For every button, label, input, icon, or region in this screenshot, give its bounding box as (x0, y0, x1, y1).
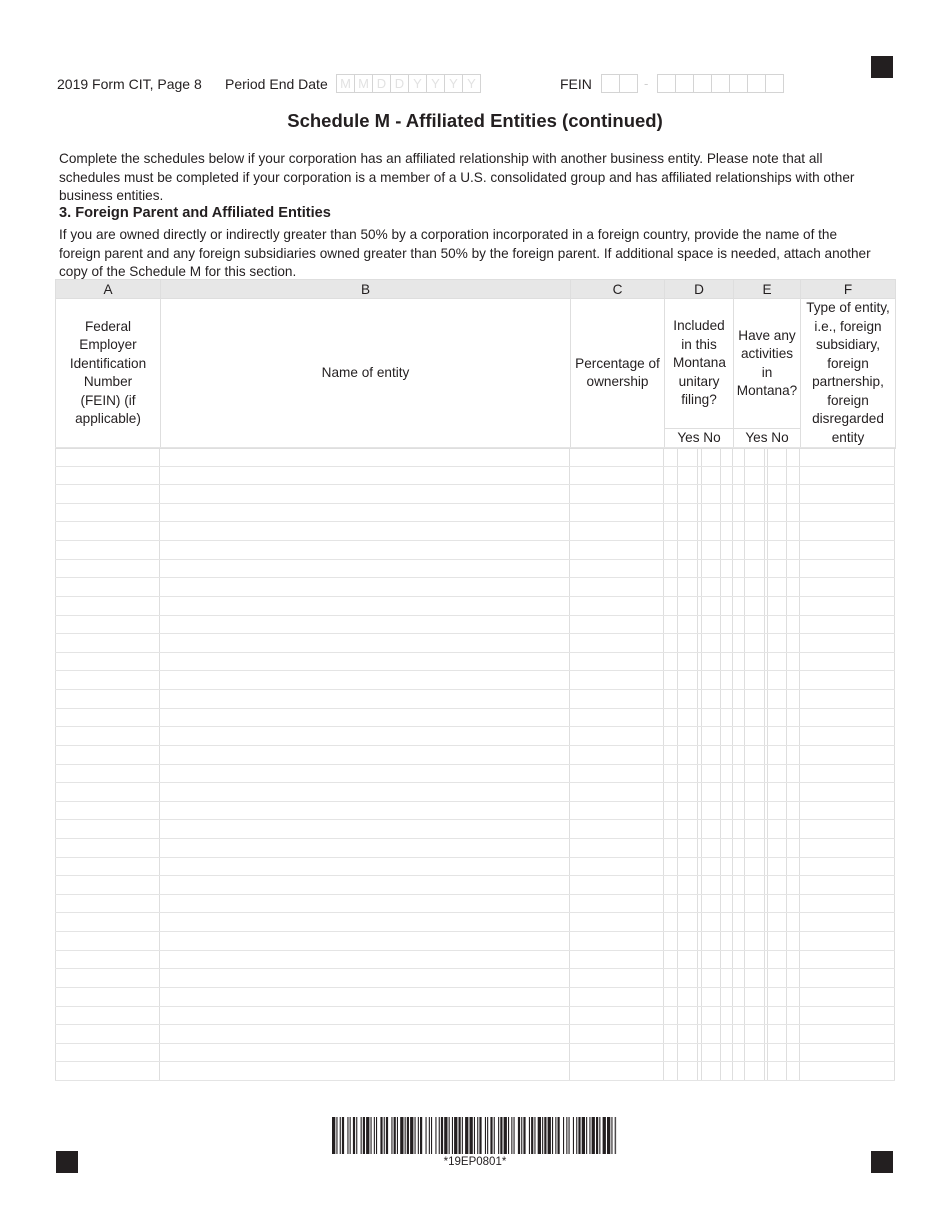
barcode-bar (552, 1117, 553, 1154)
barcode-bar (607, 1117, 610, 1154)
col-b-header: Name of entity (161, 299, 571, 449)
table-row-line (55, 1080, 895, 1081)
barcode-bar (573, 1117, 574, 1154)
column-letter-d: D (665, 280, 734, 299)
barcode-bar (611, 1117, 612, 1154)
barcode-bar (566, 1117, 567, 1154)
barcode-image (332, 1117, 617, 1154)
barcode-bar (615, 1117, 616, 1154)
column-letter-f: F (801, 280, 896, 299)
fein-prefix-field[interactable] (601, 74, 637, 93)
intro-text: Complete the schedules below if your corporation has an affiliated relationship with another business entity. Please note that all schedules must be completed if your corporation is a member of a U.S. consolidated group and has affiliated relationships with other business entities. (59, 151, 855, 203)
barcode-bar (366, 1117, 369, 1154)
period-box[interactable]: M (336, 74, 355, 93)
barcode-bar (363, 1117, 365, 1154)
barcode-bar (544, 1117, 546, 1154)
fein-box[interactable] (747, 74, 766, 93)
table-row-line (55, 652, 895, 653)
barcode-bar (435, 1117, 436, 1154)
barcode-bar (474, 1117, 475, 1154)
barcode-bar (529, 1117, 530, 1154)
table-row-line (55, 559, 895, 560)
section-heading: 3. Foreign Parent and Affiliated Entities (59, 205, 331, 221)
barcode-bar (542, 1117, 543, 1154)
table-row-line (55, 708, 895, 709)
period-box[interactable]: Y (462, 74, 481, 93)
barcode-bar (350, 1117, 351, 1154)
barcode-bar (558, 1117, 560, 1154)
barcode-text: *19EP0801* (443, 1156, 507, 1168)
period-end-label: Period End Date (225, 76, 328, 92)
barcode-bar (589, 1117, 590, 1154)
barcode-bar (494, 1117, 495, 1154)
barcode-bar (374, 1117, 375, 1154)
barcode-bar (426, 1117, 427, 1154)
barcode-bar (487, 1117, 488, 1154)
barcode-bar (538, 1117, 541, 1154)
period-box[interactable]: Y (444, 74, 463, 93)
table-row-line (55, 596, 895, 597)
fein-box[interactable] (693, 74, 712, 93)
barcode-bar (518, 1117, 520, 1154)
table-row-line (55, 503, 895, 504)
table-row-line (55, 466, 895, 467)
barcode-bar (332, 1117, 335, 1154)
table-row-line (55, 764, 895, 765)
table-row-line (55, 726, 895, 727)
fein-box[interactable] (601, 74, 620, 93)
barcode-bar (452, 1117, 453, 1154)
barcode-bar (485, 1117, 486, 1154)
col-e-yes-no: Yes No (734, 429, 801, 449)
column-letter-b: B (161, 280, 571, 299)
barcode-bar (586, 1117, 587, 1154)
barcode-bar (498, 1117, 499, 1154)
fein-suffix-field[interactable] (657, 74, 783, 93)
barcode-bar (431, 1117, 432, 1154)
schedule-title: Schedule M - Affiliated Entities (continued) (287, 110, 663, 131)
table-row-line (55, 633, 895, 634)
col-d-yes-no: Yes No (665, 429, 734, 449)
table-row-line (55, 987, 895, 988)
table-row-line (55, 950, 895, 951)
table-row-line (55, 875, 895, 876)
table-row-line (55, 521, 895, 522)
column-letter-c: C (571, 280, 665, 299)
table-row-line (55, 670, 895, 671)
barcode-bar (386, 1117, 388, 1154)
barcode-bar (336, 1117, 337, 1154)
barcode-bar (444, 1117, 447, 1154)
barcode-bar (384, 1117, 385, 1154)
fein-separator: - (644, 76, 649, 91)
barcode-bar (531, 1117, 533, 1154)
barcode-bar (563, 1117, 564, 1154)
entity-rows[interactable] (55, 447, 895, 1080)
barcode-bar (582, 1117, 585, 1154)
barcode-bar (459, 1117, 461, 1154)
barcode-bar (380, 1117, 382, 1154)
barcode-bar (397, 1117, 398, 1154)
barcode-bar (391, 1117, 392, 1154)
col-c-header: Percentage of ownership (571, 299, 665, 449)
table-row-line (55, 615, 895, 616)
barcode-bar (500, 1117, 502, 1154)
barcode-bar (441, 1117, 443, 1154)
form-page-label: 2019 Form CIT, Page 8 (57, 76, 202, 92)
barcode-bar (465, 1117, 468, 1154)
barcode-bar (603, 1117, 606, 1154)
barcode-bar (420, 1117, 422, 1154)
barcode-bar (477, 1117, 478, 1154)
period-box[interactable]: D (390, 74, 409, 93)
barcode-bar (439, 1117, 440, 1154)
fein-box[interactable] (619, 74, 638, 93)
barcode-bar (596, 1117, 598, 1154)
barcode-bar (508, 1117, 509, 1154)
table-row-line (55, 447, 895, 448)
barcode-bar (569, 1117, 570, 1154)
barcode-bar (371, 1117, 372, 1154)
table-row-line (55, 801, 895, 802)
barcode-bar (523, 1117, 525, 1154)
table-row-line (55, 894, 895, 895)
barcode-bar (462, 1117, 463, 1154)
table-row-line (55, 1061, 895, 1062)
barcode-bar (599, 1117, 600, 1154)
barcode-bar (342, 1117, 344, 1154)
barcode-bar (407, 1117, 409, 1154)
period-box[interactable]: M (354, 74, 373, 93)
barcode-bar (534, 1117, 535, 1154)
barcode-bar (548, 1117, 551, 1154)
col-e-header: Have any activities in Montana? (734, 299, 801, 429)
barcode-bar (418, 1117, 419, 1154)
table-row-line (55, 857, 895, 858)
column-letter-e: E (734, 280, 801, 299)
barcode-bar (356, 1117, 357, 1154)
table-row-line (55, 484, 895, 485)
barcode-bar (415, 1117, 416, 1154)
barcode-bar (376, 1117, 377, 1154)
period-box[interactable]: D (372, 74, 391, 93)
barcode-bar (429, 1117, 430, 1154)
fein-box[interactable] (729, 74, 748, 93)
table-row-line (55, 968, 895, 969)
fein-label: FEIN (560, 76, 592, 92)
fein-box[interactable] (657, 74, 676, 93)
column-letter-a: A (56, 280, 161, 299)
barcode-bar (521, 1117, 522, 1154)
affiliated-entities-table-header (55, 279, 896, 449)
table-row-line (55, 1024, 895, 1025)
table-row-line (55, 1006, 895, 1007)
barcode-bar (410, 1117, 413, 1154)
barcode-bar (347, 1117, 348, 1154)
barcode-bar (454, 1117, 457, 1154)
barcode-bar (449, 1117, 450, 1154)
barcode-bar (490, 1117, 492, 1154)
table-row-line (55, 782, 895, 783)
col-a-header: Federal Employer Identification Number (FEIN) (if applicable) (56, 299, 161, 449)
fein-box[interactable] (711, 74, 730, 93)
barcode-bar (353, 1117, 355, 1154)
table-row-line (55, 577, 895, 578)
col-f-header: Type of entity, i.e., foreign subsidiary, foreign partnership, foreign disregarded entity (801, 299, 896, 449)
table-row-line (55, 540, 895, 541)
barcode-bar (511, 1117, 512, 1154)
table-row-line (55, 1043, 895, 1044)
barcode-bar (576, 1117, 577, 1154)
barcode-bar (592, 1117, 595, 1154)
barcode-bar (361, 1117, 362, 1154)
barcode-bar (405, 1117, 406, 1154)
table-row-line (55, 931, 895, 932)
barcode-bar (479, 1117, 481, 1154)
barcode-bar (394, 1117, 396, 1154)
barcode-bar (400, 1117, 403, 1154)
table-row-line (55, 745, 895, 746)
barcode-bar (555, 1117, 556, 1154)
barcode-bar (578, 1117, 580, 1154)
period-box[interactable]: Y (426, 74, 445, 93)
barcode-bar (504, 1117, 507, 1154)
col-d-header: Included in this Montana unitary filing? (665, 299, 734, 429)
table-row-line (55, 689, 895, 690)
barcode-bar (514, 1117, 515, 1154)
barcode-bar (340, 1117, 341, 1154)
section-instructions: If you are owned directly or indirectly greater than 50% by a corporation incorporated in a foreign country, provide the name of the foreign parent and any foreign subsidiaries owned greater than 50% by the foreign parent. If additional space is needed, attach another copy of the Schedule M for this section. (59, 227, 871, 279)
period-box[interactable]: Y (408, 74, 427, 93)
registration-mark-top-right (871, 56, 893, 78)
table-row-line (55, 838, 895, 839)
table-row-line (55, 912, 895, 913)
table-row-line (55, 819, 895, 820)
barcode-bar (470, 1117, 473, 1154)
fein-box[interactable] (675, 74, 694, 93)
fein-box[interactable] (765, 74, 784, 93)
period-end-date-field[interactable] (336, 74, 480, 93)
